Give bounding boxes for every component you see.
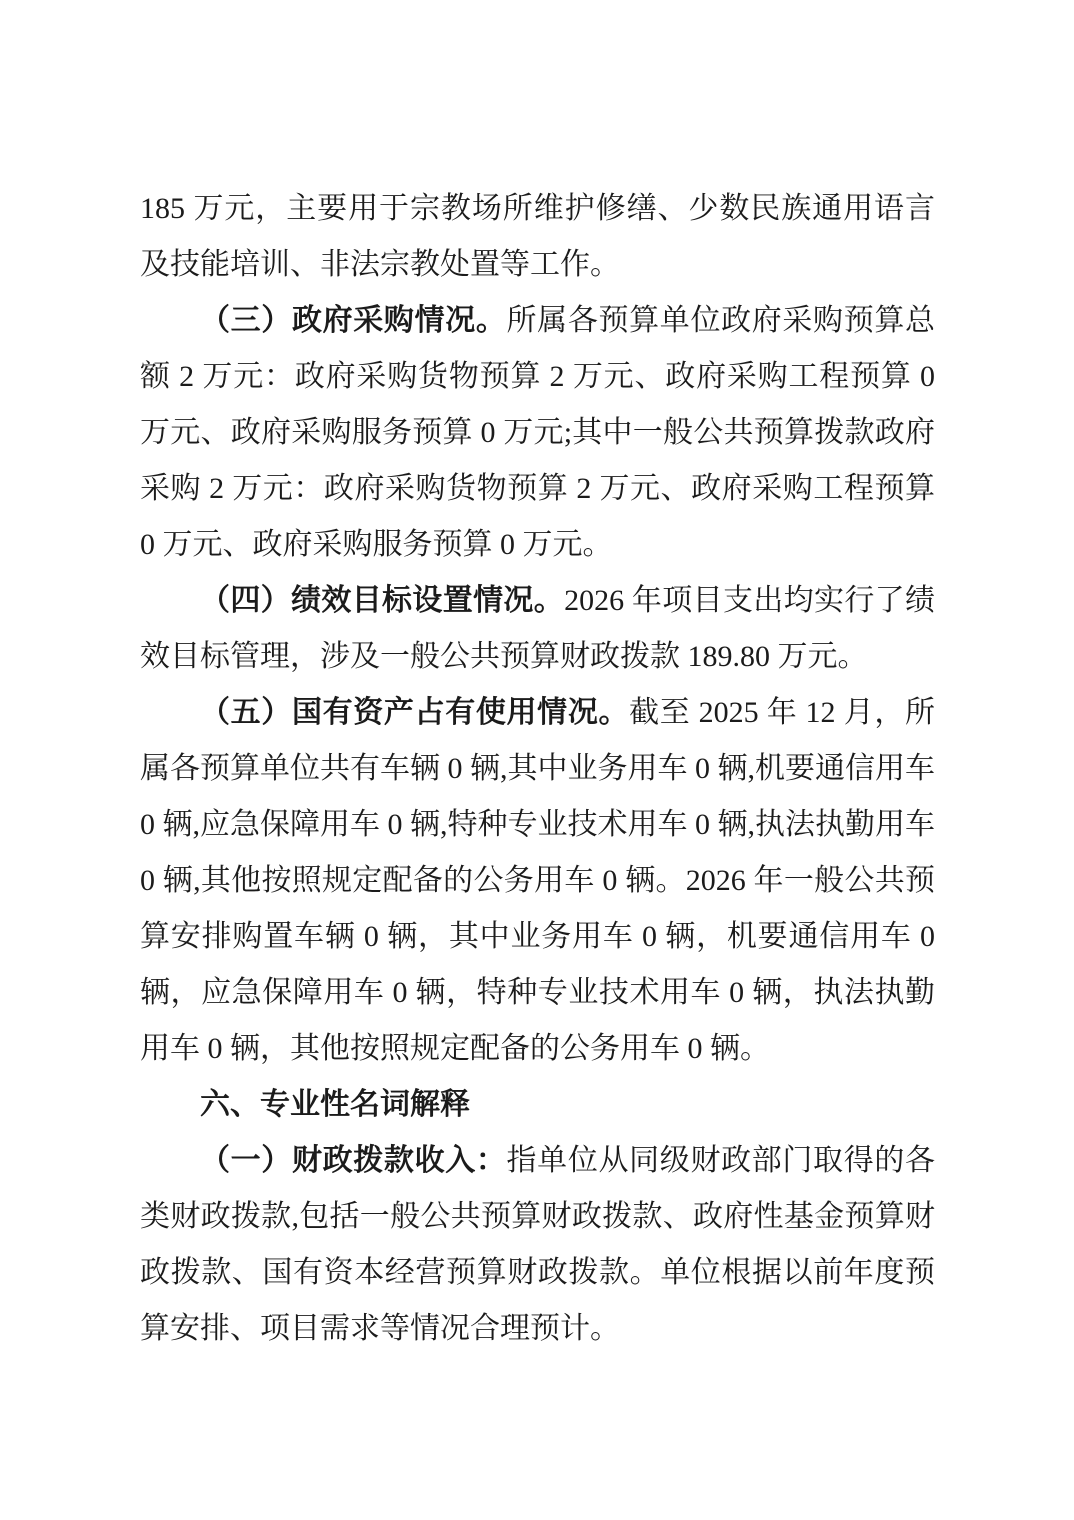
paragraph-text: 所属各预算单位政府采购预算总额 2 万元：政府采购货物预算 2 万元、政府采购工程预算 0 万元、政府采购服务预算 0 万元;其中一般公共预算拨款政府采购 2 万元：政府采购货物预算 2 万元、政府采购工程预算 0 万元、政府采购服务预算 0 万元。 [140, 304, 936, 561]
paragraph-fiscal-appropriation-income [140, 1133, 935, 1357]
paragraph-lead-performance-targets: （四）绩效目标设置情况。 [200, 584, 565, 617]
paragraph-lead-state-owned-assets: （五）国有资产占有使用情况。 [200, 696, 630, 729]
paragraph-government-procurement [140, 293, 935, 573]
paragraph-text: 指单位从同级财政部门取得的各类财政拨款,包括一般公共预算财政拨款、政府性基金预算财政拨款、国有资本经营预算财政拨款。单位根据以前年度预算安排、项目需求等情况合理预计。 [140, 1144, 936, 1345]
section-heading-terminology: 六、专业性名词解释 [200, 1088, 470, 1121]
paragraph-state-owned-assets [140, 685, 935, 1077]
paragraph-performance-targets [140, 573, 935, 685]
paragraph-religious-affairs-continuation [140, 181, 935, 293]
paragraph-text: 2026 年项目支出均实行了绩效目标管理，涉及一般公共预算财政拨款 189.80 万元。 [140, 584, 936, 673]
paragraph-text: 185 万元，主要用于宗教场所维护修缮、少数民族通用语言及技能培训、非法宗教处置等工作。 [140, 192, 935, 281]
paragraph-lead-government-procurement: （三）政府采购情况。 [200, 304, 507, 337]
paragraph-lead-fiscal-appropriation-income: （一）财政拨款收入： [200, 1144, 507, 1177]
paragraph-text: 截至 2025 年 12 月，所属各预算单位共有车辆 0 辆,其中业务用车 0 辆,机要通信用车 0 辆,应急保障用车 0 辆,特种专业技术用车 0 辆,执法执勤用车 0 辆,其他按照规定配备的公务用车 0 辆。2026 年一般公共预算安排购置车辆 0 辆，其中业务用车 0 辆，机要通信用车 0 辆，应急保障用车 0 辆，特种专业技术用车 0 辆，执法执勤用车 0 辆，其他按照规定配备的公务用车 0 辆。 [140, 696, 936, 1065]
